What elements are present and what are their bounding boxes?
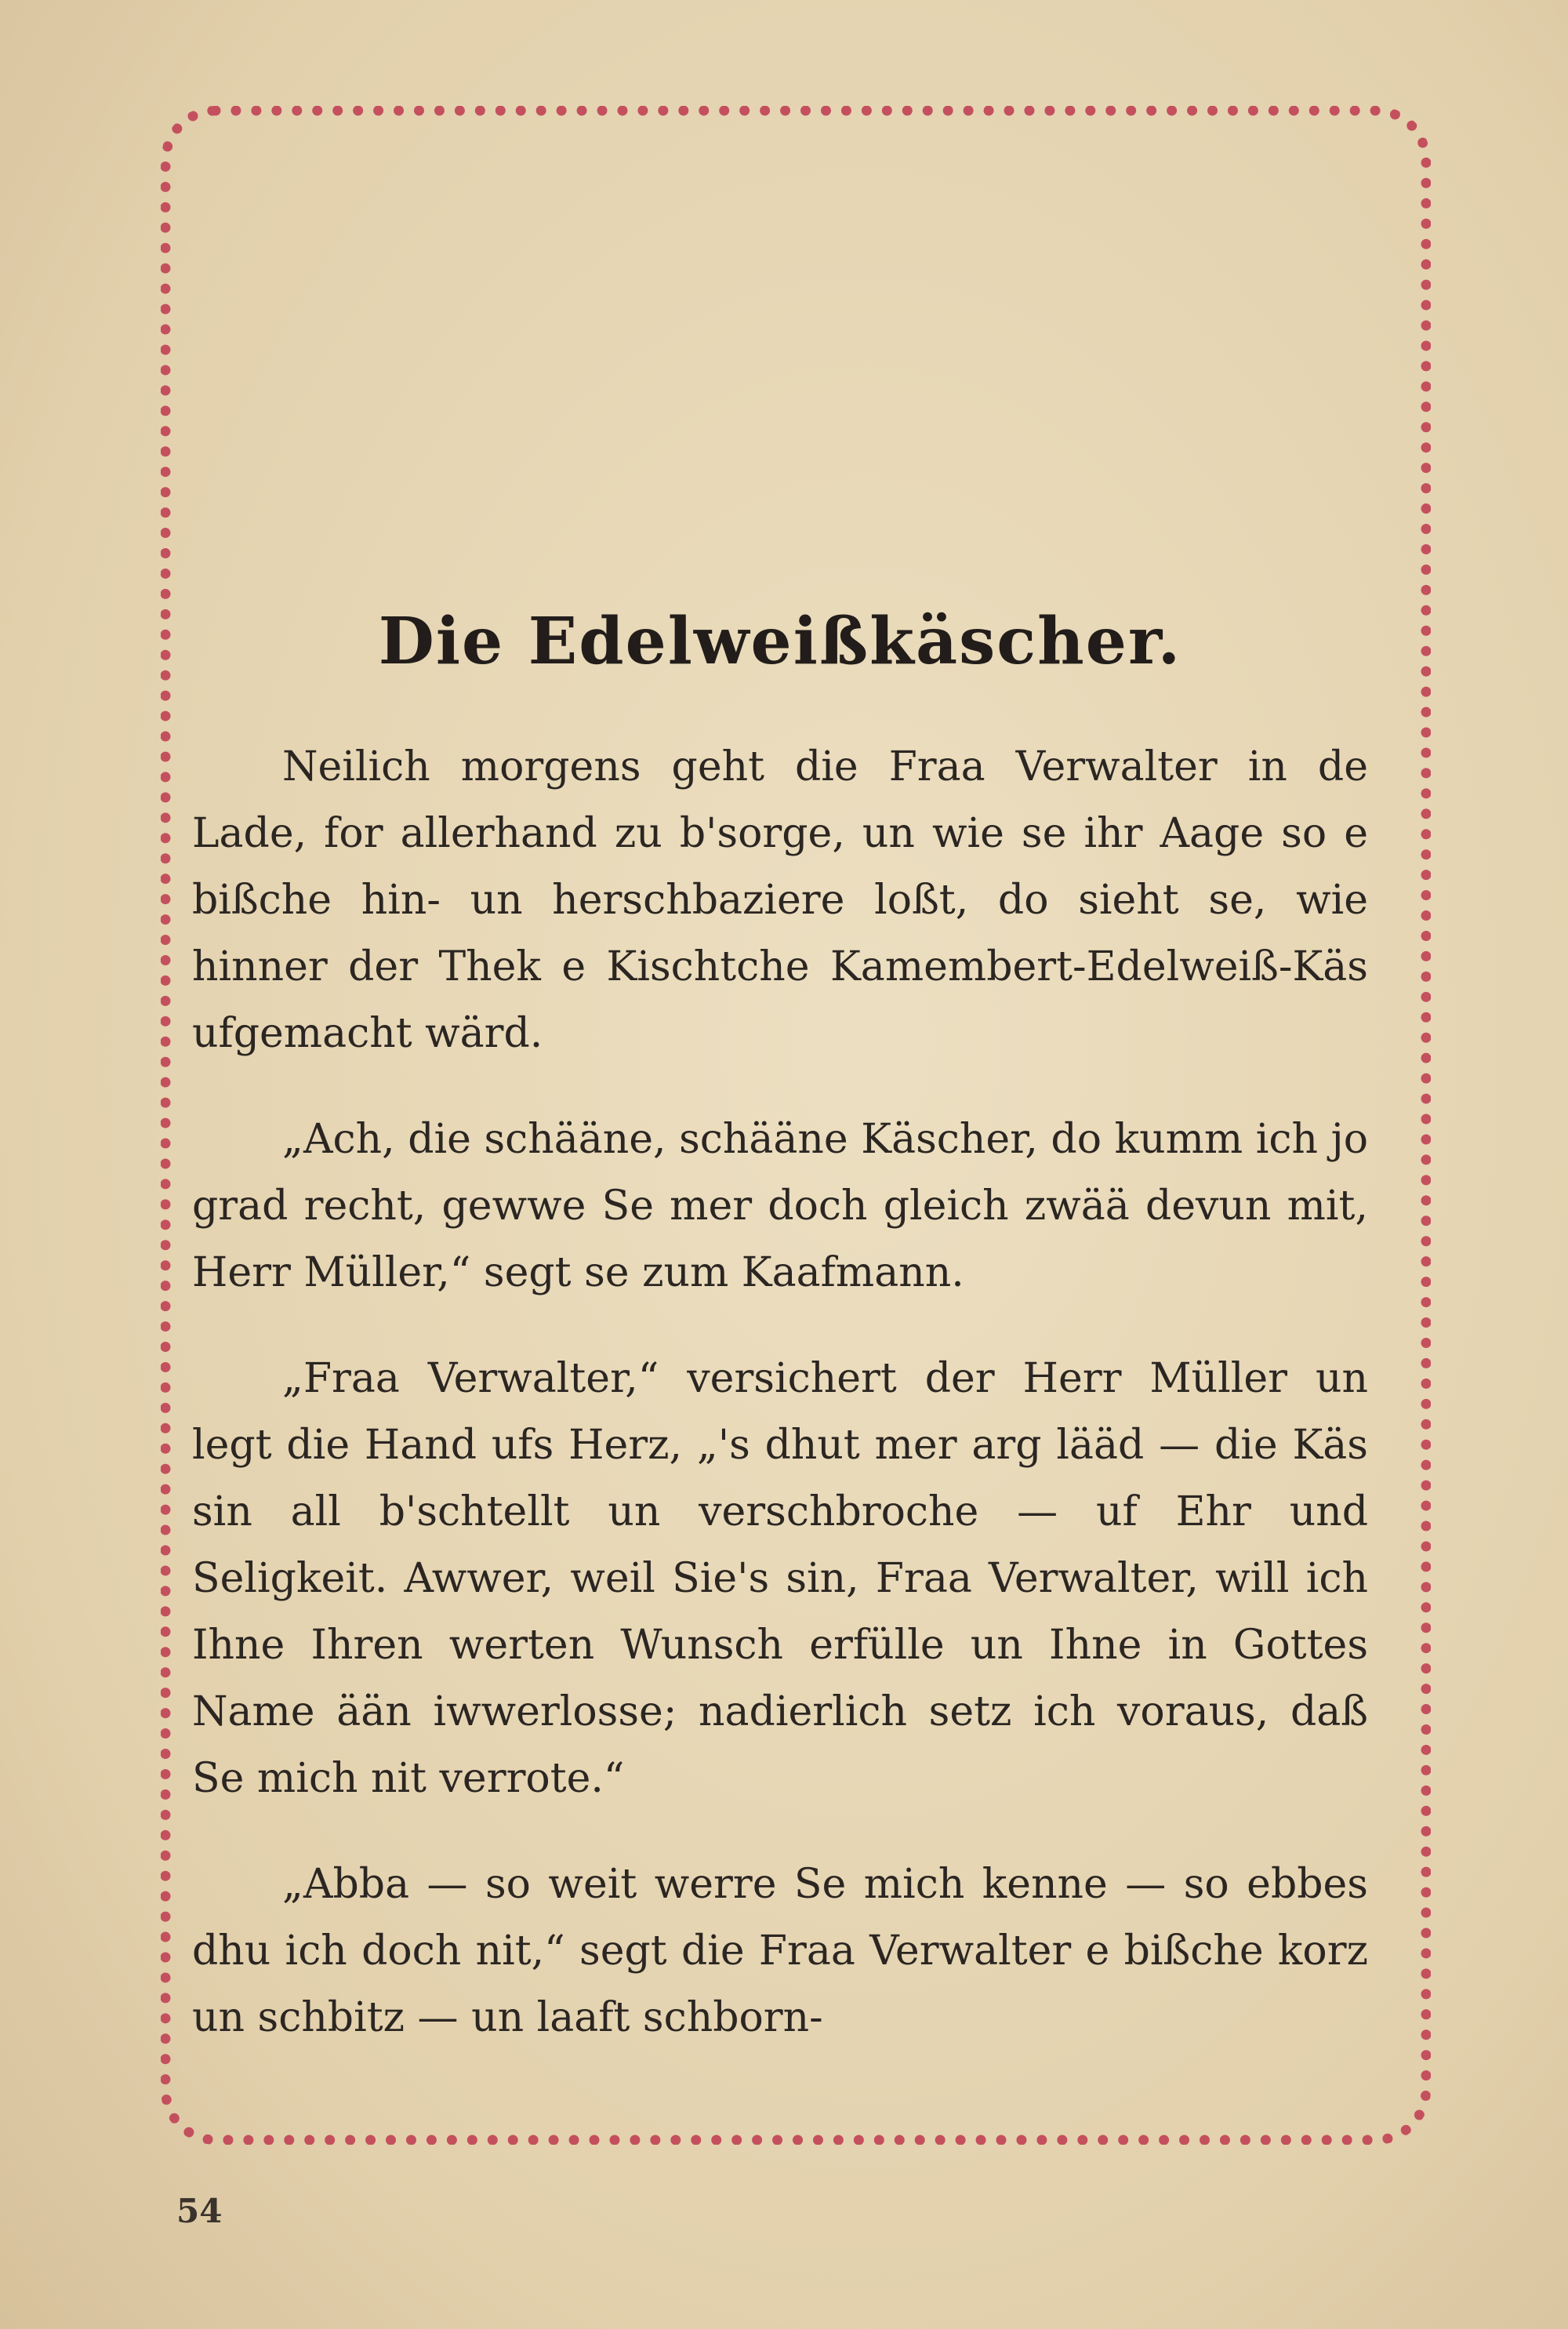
paragraph-1: Neilich morgens geht die Fraa Verwalter in de Lade, for allerhand zu b'sorge, un wie se ihr Aage so e bißche hin- un herschbaziere loßt, do sieht se, wie hinner der Thek e Kischtche Kamembert-Edelweiß-Käs ufgemacht wärd. [192,743,1368,1057]
paragraph-4: „Abba — so weit werre Se mich kenne — so ebbes dhu ich doch nit,“ segt die Fraa Verwalter e bißche korz un schbitz — un laaft schborn- [192,1861,1368,2041]
page-number: 54 [176,2192,223,2230]
chapter-title: Die Edelweißkäscher. [378,604,1182,679]
text-block [192,604,1368,2051]
paragraph-2: „Ach, die schääne, schääne Käscher, do kumm ich jo grad recht, gewwe Se mer doch gleich zwää devun mit, Herr Müller,“ segt se zum Kaafmann. [192,1116,1368,1296]
paragraph-3: „Fraa Verwalter,“ versichert der Herr Müller un legt die Hand ufs Herz, „'s dhut mer arg lääd — die Käs sin all b'schtellt un verschbroche — uf Ehr und Seligkeit. Awwer, weil Sie's sin, Fraa Verwalter, will ich Ihne Ihren werten Wunsch erfülle un Ihne in Gottes Name ään iwwerlosse; nadierlich setz ich voraus, daß Se mich nit verrote.“ [192,1355,1368,1802]
